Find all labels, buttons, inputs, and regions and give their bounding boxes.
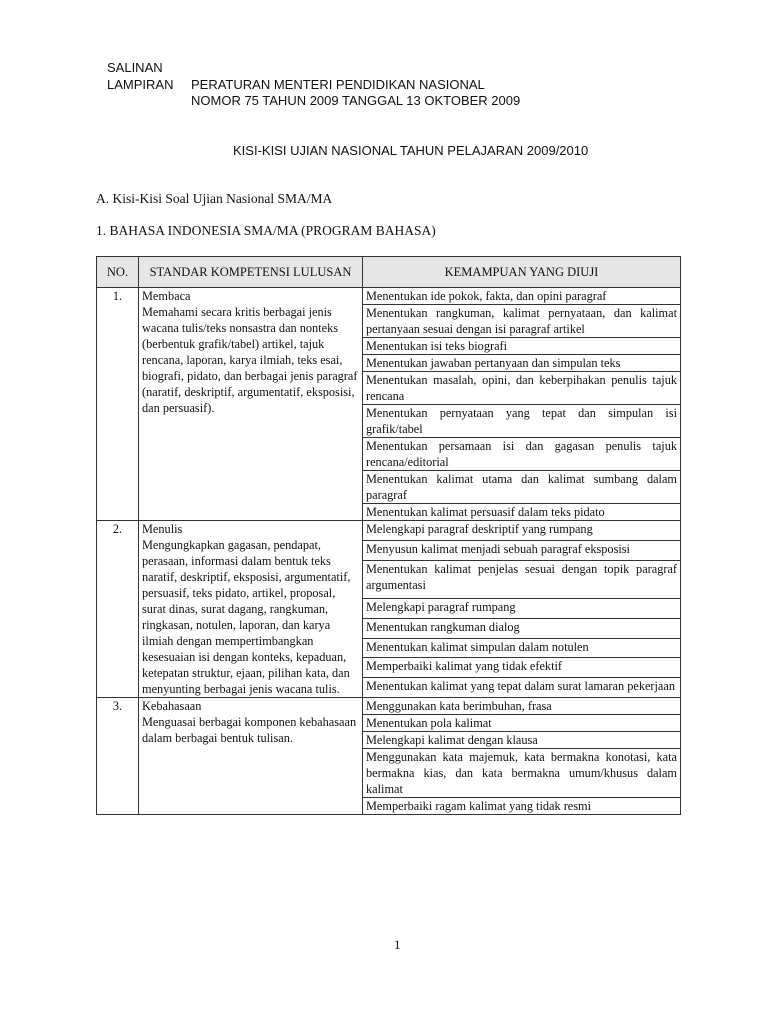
section-1-heading: 1. BAHASA INDONESIA SMA/MA (PROGRAM BAHASA) — [96, 223, 436, 238]
row-number: 2. — [97, 521, 139, 698]
section-a-heading: A. Kisi-Kisi Soal Ujian Nasional SMA/MA — [96, 191, 333, 206]
kemampuan-item: Menentukan persamaan isi dan gagasan penulis tajuk rencana/editorial — [363, 438, 681, 471]
kemampuan-item: Menentukan pola kalimat — [363, 715, 681, 732]
regulation-number: NOMOR 75 TAHUN 2009 TANGGAL 13 OKTOBER 2009 — [191, 93, 521, 108]
table-row — [97, 698, 681, 715]
regulation-title: PERATURAN MENTERI PENDIDIKAN NASIONAL — [191, 77, 485, 92]
table-header-row — [97, 257, 681, 288]
table-row — [97, 288, 681, 305]
header-kemampuan: KEMAMPUAN YANG DIUJI — [363, 257, 681, 288]
kemampuan-item: Memperbaiki kalimat yang tidak efektif — [363, 658, 681, 678]
header-standar-kompetensi: STANDAR KOMPETENSI LULUSAN — [139, 257, 363, 288]
standar-kompetensi-cell — [139, 288, 363, 521]
kemampuan-item: Menentukan kalimat utama dan kalimat sumbang dalam paragraf — [363, 471, 681, 504]
salinan-label: SALINAN — [107, 60, 163, 75]
kemampuan-item: Menentukan ide pokok, fakta, dan opini paragraf — [363, 288, 681, 305]
competency-title: Menulis — [142, 522, 183, 536]
kemampuan-item: Menentukan rangkuman dialog — [363, 618, 681, 638]
kemampuan-item: Menentukan kalimat penjelas sesuai dengan topik paragraf argumentasi — [363, 560, 681, 598]
kemampuan-item: Melengkapi paragraf rumpang — [363, 598, 681, 618]
kemampuan-item: Menentukan masalah, opini, dan keberpihakan penulis tajuk rencana — [363, 372, 681, 405]
competency-description: Memahami secara kritis berbagai jenis wacana tulis/teks nonsastra dan nonteks (berbentuk grafik/tabel) artikel, tajuk rencana, laporan, karya ilmiah, teks esai, biografi, pidato, dan berbagai jenis paragraf (naratif, deskriptif, argumentatif, eksposisi, dan persuasif). — [142, 305, 358, 415]
page-number: 1 — [394, 937, 401, 952]
kemampuan-item: Menentukan jawaban pertanyaan dan simpulan teks — [363, 355, 681, 372]
competency-title: Membaca — [142, 289, 191, 303]
kemampuan-item: Menggunakan kata majemuk, kata bermakna konotasi, kata bermakna kias, dan kata bermakna umum/khusus dalam kalimat — [363, 749, 681, 798]
header-no: NO. — [97, 257, 139, 288]
kemampuan-item: Menentukan kalimat yang tepat dalam surat lamaran pekerjaan — [363, 678, 681, 698]
kemampuan-item: Menyusun kalimat menjadi sebuah paragraf eksposisi — [363, 540, 681, 560]
table-body — [97, 288, 681, 815]
competency-description: Menguasai berbagai komponen kebahasaan dalam berbagai bentuk tulisan. — [142, 715, 357, 745]
kemampuan-item: Melengkapi kalimat dengan klausa — [363, 732, 681, 749]
document-title: KISI-KISI UJIAN NASIONAL TAHUN PELAJARAN 2009/2010 — [233, 143, 589, 158]
competency-description: Mengungkapkan gagasan, pendapat, perasaan, informasi dalam bentuk teks naratif, deskriptif, eksposisi, argumentatif, persuasif, teks pidato, artikel, proposal, surat dinas, surat dagang, rangkuman, ringkasan, notulen, laporan, dan karya ilmiah dengan mempertimbangkan kesesuaian isi dengan konteks, kepaduan, ketepatan struktur, ejaan, pilihan kata, dan menyunting berbagai jenis wacana tulis. — [142, 538, 351, 696]
kemampuan-item: Memperbaiki ragam kalimat yang tidak resmi — [363, 798, 681, 815]
kemampuan-item: Menentukan rangkuman, kalimat pernyataan, dan kalimat pertanyaan sesuai dengan isi paragraf artikel — [363, 305, 681, 338]
table-row — [97, 521, 681, 541]
standar-kompetensi-cell — [139, 698, 363, 815]
kemampuan-item: Menentukan pernyataan yang tepat dan simpulan isi grafik/tabel — [363, 405, 681, 438]
kemampuan-item: Menentukan kalimat persuasif dalam teks pidato — [363, 504, 681, 521]
standar-kompetensi-cell — [139, 521, 363, 698]
kemampuan-item: Menentukan isi teks biografi — [363, 338, 681, 355]
competency-title: Kebahasaan — [142, 699, 202, 713]
row-number: 3. — [97, 698, 139, 815]
kemampuan-item: Menentukan kalimat simpulan dalam notulen — [363, 638, 681, 658]
row-number: 1. — [97, 288, 139, 521]
kisi-kisi-table — [96, 256, 681, 815]
kemampuan-item: Menggunakan kata berimbuhan, frasa — [363, 698, 681, 715]
kemampuan-item: Melengkapi paragraf deskriptif yang rumpang — [363, 521, 681, 541]
lampiran-label: LAMPIRAN — [107, 77, 174, 92]
